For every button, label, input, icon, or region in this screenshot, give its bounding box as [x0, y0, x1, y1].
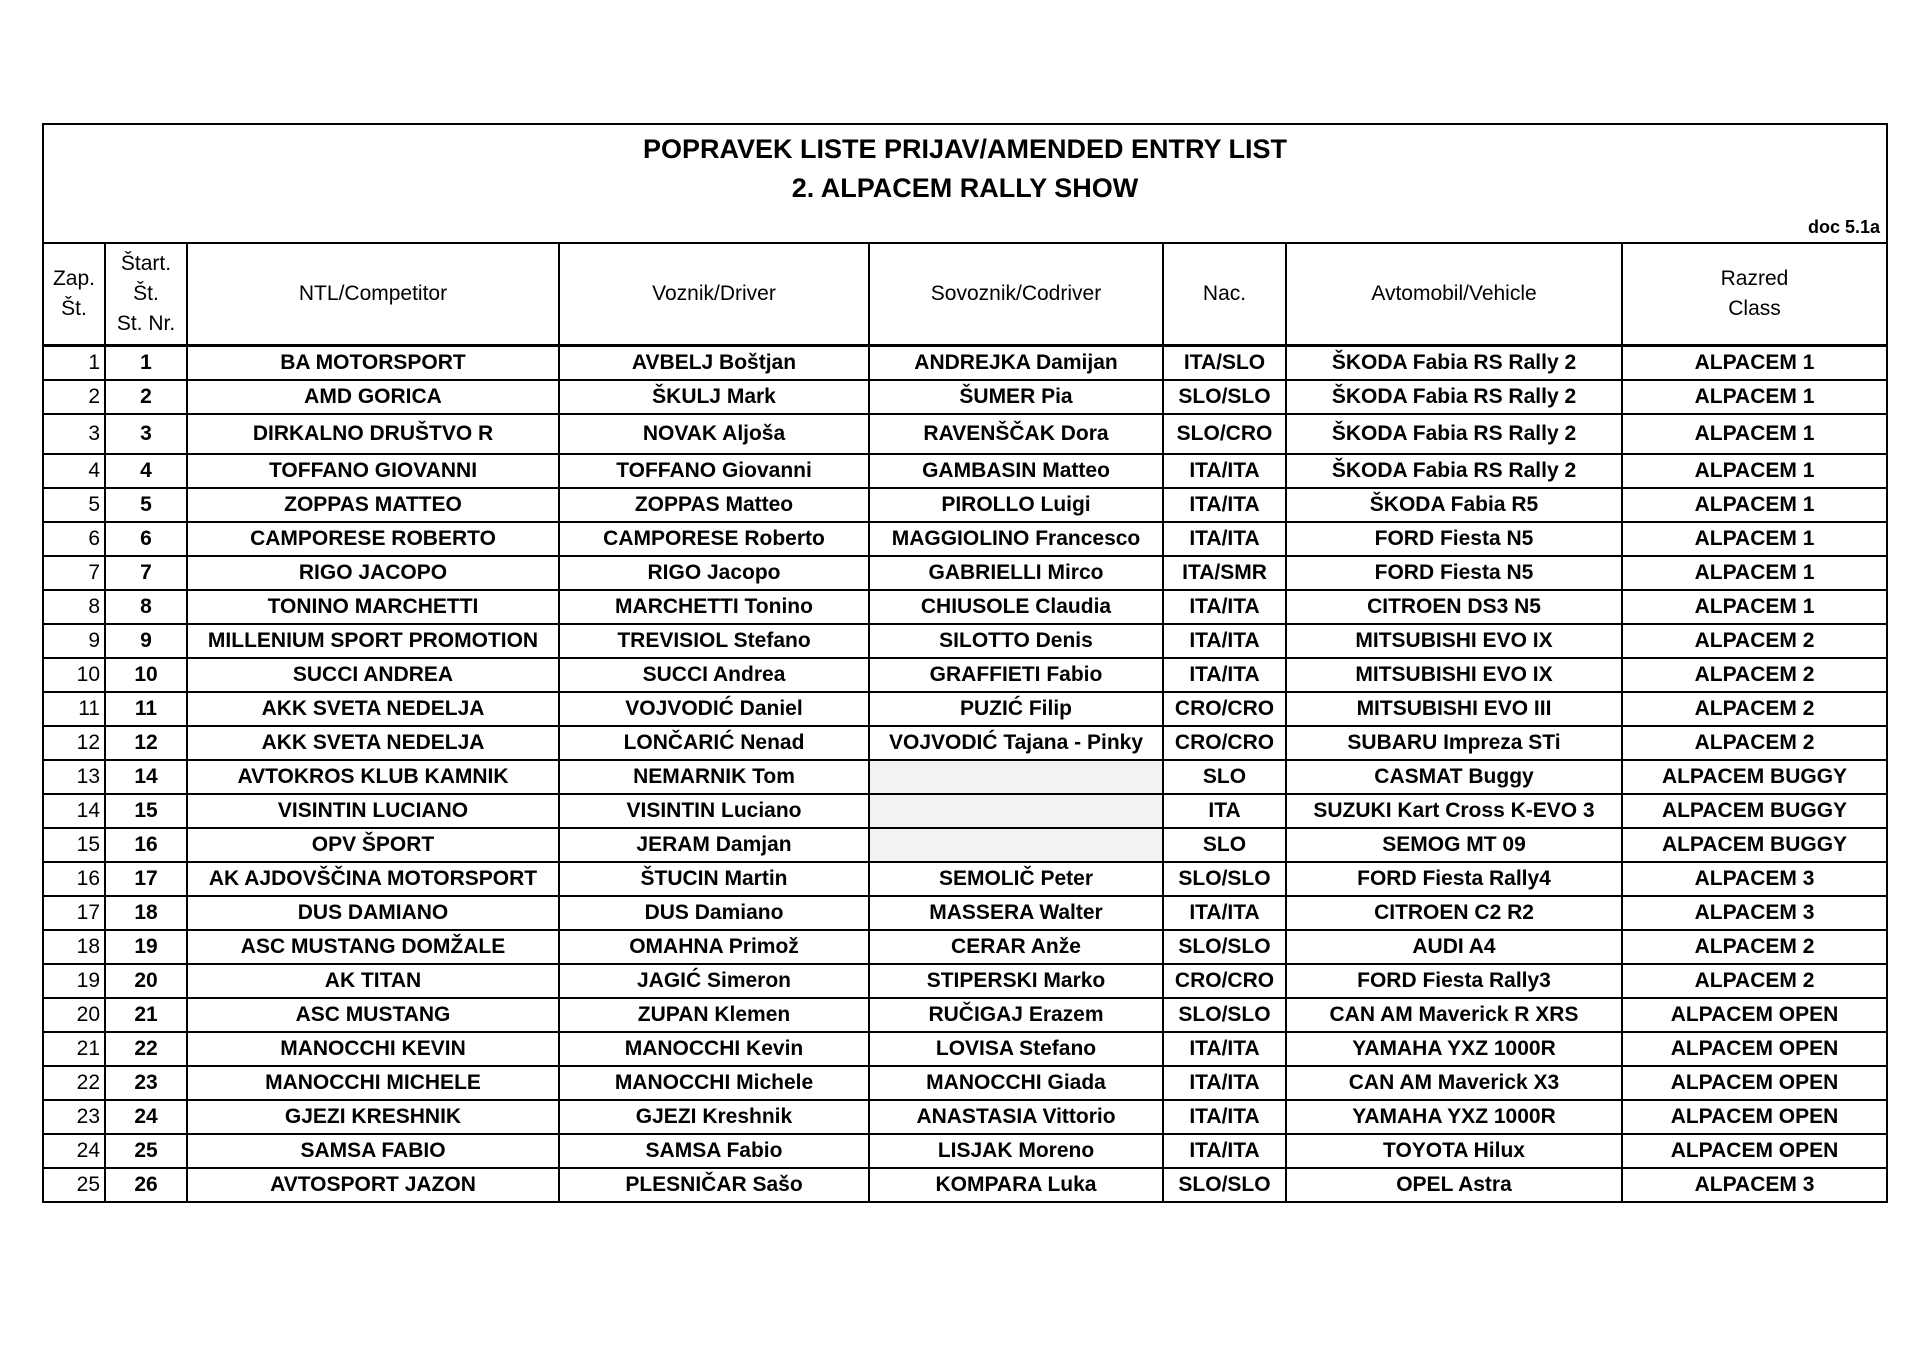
competitor-cell: ASC MUSTANG DOMŽALE: [187, 930, 559, 964]
vehicle-cell: FORD Fiesta Rally3: [1286, 964, 1622, 998]
nationality-cell: ITA/ITA: [1163, 658, 1286, 692]
header-competitor: NTL/Competitor: [187, 244, 559, 346]
table-row: [44, 760, 1886, 794]
start-number: 21: [105, 998, 187, 1032]
header-start-line3: St. Nr.: [116, 312, 176, 335]
table-row: [44, 380, 1886, 414]
vehicle-cell: CASMAT Buggy: [1286, 760, 1622, 794]
nationality-cell: CRO/CRO: [1163, 726, 1286, 760]
class-cell: ALPACEM 1: [1622, 556, 1886, 590]
row-number: 14: [44, 794, 105, 828]
row-number: 3: [44, 414, 105, 454]
header-start-line1: Štart.: [120, 252, 172, 275]
event-name: 2. ALPACEM RALLY SHOW: [791, 173, 1139, 203]
codriver-cell: SEMOLIČ Peter: [869, 862, 1163, 896]
class-cell: ALPACEM 1: [1622, 488, 1886, 522]
row-number: 8: [44, 590, 105, 624]
start-number: 20: [105, 964, 187, 998]
start-number: 17: [105, 862, 187, 896]
class-cell: ALPACEM BUGGY: [1622, 828, 1886, 862]
driver-cell: MANOCCHI Michele: [559, 1066, 869, 1100]
nationality-cell: ITA/ITA: [1163, 624, 1286, 658]
row-number: 9: [44, 624, 105, 658]
header-zap-line2: Št.: [61, 297, 87, 320]
driver-cell: OMAHNA Primož: [559, 930, 869, 964]
nationality-cell: ITA/ITA: [1163, 522, 1286, 556]
vehicle-cell: SUZUKI Kart Cross K-EVO 3: [1286, 794, 1622, 828]
nationality-cell: SLO: [1163, 760, 1286, 794]
header-zap: [44, 244, 105, 346]
table-row: [44, 488, 1886, 522]
start-number: 2: [105, 380, 187, 414]
codriver-cell: STIPERSKI Marko: [869, 964, 1163, 998]
header-codriver: Sovoznik/Codriver: [869, 244, 1163, 346]
row-number: 1: [44, 346, 105, 381]
vehicle-cell: FORD Fiesta N5: [1286, 522, 1622, 556]
competitor-cell: TONINO MARCHETTI: [187, 590, 559, 624]
competitor-cell: RIGO JACOPO: [187, 556, 559, 590]
start-number: 12: [105, 726, 187, 760]
start-number: 23: [105, 1066, 187, 1100]
table-row: [44, 624, 1886, 658]
codriver-cell: VOJVODIĆ Tajana - Pinky: [869, 726, 1163, 760]
vehicle-cell: ŠKODA Fabia R5: [1286, 488, 1622, 522]
competitor-cell: VISINTIN LUCIANO: [187, 794, 559, 828]
class-cell: ALPACEM OPEN: [1622, 998, 1886, 1032]
table-row: [44, 896, 1886, 930]
driver-cell: MARCHETTI Tonino: [559, 590, 869, 624]
header-vehicle: Avtomobil/Vehicle: [1286, 244, 1622, 346]
class-cell: ALPACEM 1: [1622, 346, 1886, 381]
row-number: 4: [44, 454, 105, 488]
row-number: 19: [44, 964, 105, 998]
vehicle-cell: ŠKODA Fabia RS Rally 2: [1286, 380, 1622, 414]
row-number: 17: [44, 896, 105, 930]
nationality-cell: ITA/ITA: [1163, 1066, 1286, 1100]
vehicle-cell: ŠKODA Fabia RS Rally 2: [1286, 454, 1622, 488]
class-cell: ALPACEM 1: [1622, 380, 1886, 414]
vehicle-cell: YAMAHA YXZ 1000R: [1286, 1032, 1622, 1066]
table-row: [44, 1066, 1886, 1100]
codriver-cell: [869, 760, 1163, 794]
driver-cell: TOFFANO Giovanni: [559, 454, 869, 488]
nationality-cell: ITA/ITA: [1163, 590, 1286, 624]
vehicle-cell: ŠKODA Fabia RS Rally 2: [1286, 414, 1622, 454]
competitor-cell: DIRKALNO DRUŠTVO R: [187, 414, 559, 454]
table-row: [44, 862, 1886, 896]
competitor-cell: AKK SVETA NEDELJA: [187, 726, 559, 760]
table-row: [44, 794, 1886, 828]
competitor-cell: AKK SVETA NEDELJA: [187, 692, 559, 726]
table-row: [44, 998, 1886, 1032]
row-number: 11: [44, 692, 105, 726]
driver-cell: NEMARNIK Tom: [559, 760, 869, 794]
codriver-cell: RUČIGAJ Erazem: [869, 998, 1163, 1032]
header-nationality: Nac.: [1163, 244, 1286, 346]
class-cell: ALPACEM OPEN: [1622, 1032, 1886, 1066]
row-number: 12: [44, 726, 105, 760]
class-cell: ALPACEM 2: [1622, 692, 1886, 726]
start-number: 9: [105, 624, 187, 658]
competitor-cell: MILLENIUM SPORT PROMOTION: [187, 624, 559, 658]
codriver-cell: GABRIELLI Mirco: [869, 556, 1163, 590]
driver-cell: ŠKULJ Mark: [559, 380, 869, 414]
driver-cell: LONČARIĆ Nenad: [559, 726, 869, 760]
competitor-cell: AVTOSPORT JAZON: [187, 1168, 559, 1201]
competitor-cell: ASC MUSTANG: [187, 998, 559, 1032]
vehicle-cell: SUBARU Impreza STi: [1286, 726, 1622, 760]
driver-cell: VOJVODIĆ Daniel: [559, 692, 869, 726]
start-number: 1: [105, 346, 187, 381]
codriver-cell: KOMPARA Luka: [869, 1168, 1163, 1201]
nationality-cell: ITA/ITA: [1163, 1100, 1286, 1134]
driver-cell: SAMSA Fabio: [559, 1134, 869, 1168]
vehicle-cell: CAN AM Maverick R XRS: [1286, 998, 1622, 1032]
table-row: [44, 346, 1886, 381]
competitor-cell: SAMSA FABIO: [187, 1134, 559, 1168]
class-cell: ALPACEM OPEN: [1622, 1100, 1886, 1134]
nationality-cell: SLO/SLO: [1163, 930, 1286, 964]
nationality-cell: ITA/ITA: [1163, 488, 1286, 522]
competitor-cell: AVTOKROS KLUB KAMNIK: [187, 760, 559, 794]
codriver-cell: GAMBASIN Matteo: [869, 454, 1163, 488]
competitor-cell: GJEZI KRESHNIK: [187, 1100, 559, 1134]
competitor-cell: OPV ŠPORT: [187, 828, 559, 862]
row-number: 18: [44, 930, 105, 964]
class-cell: ALPACEM 1: [1622, 522, 1886, 556]
table-row: [44, 930, 1886, 964]
header-class-line1: Razred: [1720, 267, 1789, 290]
vehicle-cell: CITROEN DS3 N5: [1286, 590, 1622, 624]
header-class-line2: Class: [1728, 297, 1781, 320]
nationality-cell: ITA/ITA: [1163, 454, 1286, 488]
vehicle-cell: FORD Fiesta Rally4: [1286, 862, 1622, 896]
row-number: 13: [44, 760, 105, 794]
class-cell: ALPACEM 2: [1622, 658, 1886, 692]
codriver-cell: MASSERA Walter: [869, 896, 1163, 930]
start-number: 10: [105, 658, 187, 692]
table-row: [44, 1032, 1886, 1066]
header-driver: Voznik/Driver: [559, 244, 869, 346]
start-number: 14: [105, 760, 187, 794]
vehicle-cell: CITROEN C2 R2: [1286, 896, 1622, 930]
row-number: 20: [44, 998, 105, 1032]
class-cell: ALPACEM 2: [1622, 930, 1886, 964]
vehicle-cell: SEMOG MT 09: [1286, 828, 1622, 862]
table-row: [44, 522, 1886, 556]
vehicle-cell: OPEL Astra: [1286, 1168, 1622, 1201]
start-number: 15: [105, 794, 187, 828]
codriver-cell: ANASTASIA Vittorio: [869, 1100, 1163, 1134]
start-number: 8: [105, 590, 187, 624]
competitor-cell: AMD GORICA: [187, 380, 559, 414]
nationality-cell: SLO/SLO: [1163, 998, 1286, 1032]
start-number: 22: [105, 1032, 187, 1066]
nationality-cell: CRO/CRO: [1163, 692, 1286, 726]
table-row: [44, 556, 1886, 590]
driver-cell: MANOCCHI Kevin: [559, 1032, 869, 1066]
class-cell: ALPACEM BUGGY: [1622, 760, 1886, 794]
row-number: 5: [44, 488, 105, 522]
driver-cell: NOVAK Aljoša: [559, 414, 869, 454]
table-row: [44, 1134, 1886, 1168]
nationality-cell: SLO/SLO: [1163, 380, 1286, 414]
class-cell: ALPACEM OPEN: [1622, 1066, 1886, 1100]
class-cell: ALPACEM 2: [1622, 624, 1886, 658]
row-number: 22: [44, 1066, 105, 1100]
driver-cell: RIGO Jacopo: [559, 556, 869, 590]
nationality-cell: SLO/SLO: [1163, 862, 1286, 896]
competitor-cell: ZOPPAS MATTEO: [187, 488, 559, 522]
codriver-cell: LISJAK Moreno: [869, 1134, 1163, 1168]
class-cell: ALPACEM 2: [1622, 726, 1886, 760]
class-cell: ALPACEM 2: [1622, 964, 1886, 998]
start-number: 19: [105, 930, 187, 964]
start-number: 5: [105, 488, 187, 522]
class-cell: ALPACEM OPEN: [1622, 1134, 1886, 1168]
competitor-cell: TOFFANO GIOVANNI: [187, 454, 559, 488]
codriver-cell: ANDREJKA Damijan: [869, 346, 1163, 381]
codriver-cell: LOVISA Stefano: [869, 1032, 1163, 1066]
table-row: [44, 828, 1886, 862]
nationality-cell: SLO/CRO: [1163, 414, 1286, 454]
codriver-cell: GRAFFIETI Fabio: [869, 658, 1163, 692]
entry-rows: [44, 346, 1886, 1202]
class-cell: ALPACEM 3: [1622, 896, 1886, 930]
row-number: 21: [44, 1032, 105, 1066]
row-number: 6: [44, 522, 105, 556]
codriver-cell: MAGGIOLINO Francesco: [869, 522, 1163, 556]
codriver-cell: ŠUMER Pia: [869, 380, 1163, 414]
nationality-cell: ITA/SLO: [1163, 346, 1286, 381]
table-row: [44, 1168, 1886, 1201]
class-cell: ALPACEM 1: [1622, 590, 1886, 624]
codriver-cell: RAVENŠČAK Dora: [869, 414, 1163, 454]
vehicle-cell: TOYOTA Hilux: [1286, 1134, 1622, 1168]
vehicle-cell: YAMAHA YXZ 1000R: [1286, 1100, 1622, 1134]
competitor-cell: MANOCCHI MICHELE: [187, 1066, 559, 1100]
document-title: POPRAVEK LISTE PRIJAV/AMENDED ENTRY LIST: [642, 134, 1288, 164]
table-row: [44, 1100, 1886, 1134]
table-row: [44, 692, 1886, 726]
nationality-cell: CRO/CRO: [1163, 964, 1286, 998]
codriver-cell: CHIUSOLE Claudia: [869, 590, 1163, 624]
vehicle-cell: CAN AM Maverick X3: [1286, 1066, 1622, 1100]
competitor-cell: BA MOTORSPORT: [187, 346, 559, 381]
start-number: 6: [105, 522, 187, 556]
codriver-cell: MANOCCHI Giada: [869, 1066, 1163, 1100]
competitor-cell: SUCCI ANDREA: [187, 658, 559, 692]
document-reference: doc 5.1a: [1807, 217, 1880, 237]
header-row: [44, 244, 1886, 346]
codriver-cell: [869, 828, 1163, 862]
header-start-line2: Št.: [133, 282, 159, 305]
nationality-cell: SLO/SLO: [1163, 1168, 1286, 1201]
class-cell: ALPACEM 1: [1622, 414, 1886, 454]
driver-cell: SUCCI Andrea: [559, 658, 869, 692]
competitor-cell: AK TITAN: [187, 964, 559, 998]
driver-cell: TREVISIOL Stefano: [559, 624, 869, 658]
entry-table: [44, 244, 1886, 1201]
table-row: [44, 414, 1886, 454]
nationality-cell: SLO: [1163, 828, 1286, 862]
driver-cell: ZOPPAS Matteo: [559, 488, 869, 522]
header-class: [1622, 244, 1886, 346]
vehicle-cell: FORD Fiesta N5: [1286, 556, 1622, 590]
driver-cell: ZUPAN Klemen: [559, 998, 869, 1032]
class-cell: ALPACEM 1: [1622, 454, 1886, 488]
start-number: 24: [105, 1100, 187, 1134]
driver-cell: GJEZI Kreshnik: [559, 1100, 869, 1134]
class-cell: ALPACEM 3: [1622, 862, 1886, 896]
row-number: 16: [44, 862, 105, 896]
table-row: [44, 454, 1886, 488]
codriver-cell: [869, 794, 1163, 828]
competitor-cell: AK AJDOVŠČINA MOTORSPORT: [187, 862, 559, 896]
vehicle-cell: MITSUBISHI EVO IX: [1286, 658, 1622, 692]
title-block: [44, 125, 1886, 244]
start-number: 11: [105, 692, 187, 726]
start-number: 18: [105, 896, 187, 930]
competitor-cell: CAMPORESE ROBERTO: [187, 522, 559, 556]
header-start-number: [105, 244, 187, 346]
driver-cell: PLESNIČAR Sašo: [559, 1168, 869, 1201]
codriver-cell: PUZIĆ Filip: [869, 692, 1163, 726]
class-cell: ALPACEM BUGGY: [1622, 794, 1886, 828]
codriver-cell: SILOTTO Denis: [869, 624, 1163, 658]
row-number: 23: [44, 1100, 105, 1134]
row-number: 25: [44, 1168, 105, 1201]
nationality-cell: ITA/ITA: [1163, 1032, 1286, 1066]
row-number: 7: [44, 556, 105, 590]
driver-cell: CAMPORESE Roberto: [559, 522, 869, 556]
start-number: 16: [105, 828, 187, 862]
vehicle-cell: MITSUBISHI EVO III: [1286, 692, 1622, 726]
competitor-cell: DUS DAMIANO: [187, 896, 559, 930]
vehicle-cell: AUDI A4: [1286, 930, 1622, 964]
row-number: 24: [44, 1134, 105, 1168]
table-row: [44, 726, 1886, 760]
competitor-cell: MANOCCHI KEVIN: [187, 1032, 559, 1066]
driver-cell: JAGIĆ Simeron: [559, 964, 869, 998]
driver-cell: JERAM Damjan: [559, 828, 869, 862]
start-number: 4: [105, 454, 187, 488]
vehicle-cell: ŠKODA Fabia RS Rally 2: [1286, 346, 1622, 381]
driver-cell: VISINTIN Luciano: [559, 794, 869, 828]
vehicle-cell: MITSUBISHI EVO IX: [1286, 624, 1622, 658]
codriver-cell: CERAR Anže: [869, 930, 1163, 964]
row-number: 15: [44, 828, 105, 862]
start-number: 7: [105, 556, 187, 590]
start-number: 25: [105, 1134, 187, 1168]
table-row: [44, 658, 1886, 692]
row-number: 2: [44, 380, 105, 414]
start-number: 3: [105, 414, 187, 454]
driver-cell: DUS Damiano: [559, 896, 869, 930]
start-number: 26: [105, 1168, 187, 1201]
driver-cell: AVBELJ Boštjan: [559, 346, 869, 381]
nationality-cell: ITA/ITA: [1163, 896, 1286, 930]
nationality-cell: ITA/ITA: [1163, 1134, 1286, 1168]
table-row: [44, 964, 1886, 998]
row-number: 10: [44, 658, 105, 692]
entry-list-sheet: [42, 123, 1888, 1203]
header-zap-line1: Zap.: [52, 267, 96, 290]
driver-cell: ŠTUCIN Martin: [559, 862, 869, 896]
table-row: [44, 590, 1886, 624]
nationality-cell: ITA/SMR: [1163, 556, 1286, 590]
class-cell: ALPACEM 3: [1622, 1168, 1886, 1201]
codriver-cell: PIROLLO Luigi: [869, 488, 1163, 522]
nationality-cell: ITA: [1163, 794, 1286, 828]
